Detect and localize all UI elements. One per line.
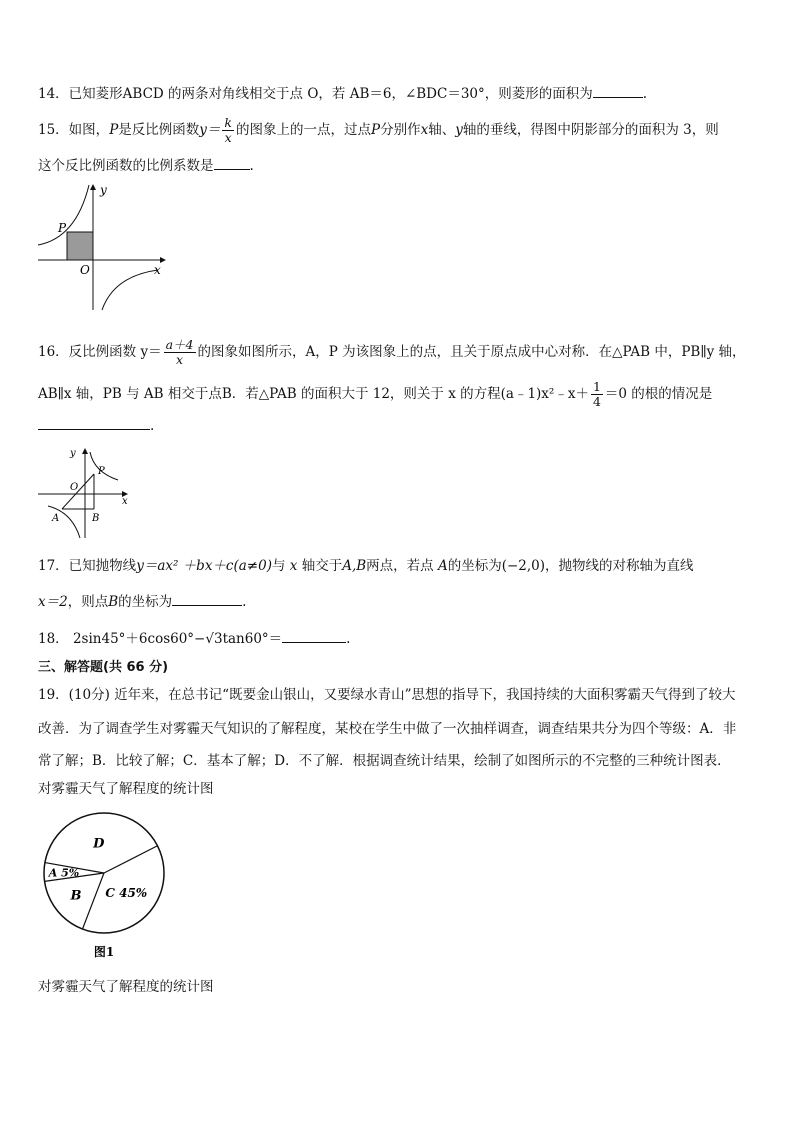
svg-text:y: y — [100, 183, 107, 197]
svg-text:A: A — [52, 513, 60, 524]
question-15-line2: 这个反比例函数的比例系数是 . — [38, 155, 758, 176]
svg-text:P: P — [58, 221, 67, 235]
svg-text:x: x — [122, 496, 128, 507]
svg-text:O: O — [70, 482, 79, 493]
q18-answer-blank — [282, 628, 346, 643]
pie-label-a: A 5% — [48, 866, 80, 880]
q15-answer-blank — [214, 155, 250, 170]
svg-text:y: y — [70, 448, 76, 459]
q17-answer-blank — [172, 591, 242, 606]
figure-caption-1: 对雾霾天气了解程度的统计图 — [38, 781, 214, 797]
question-15-line1: 15．如图，P是反比例函数y＝ $\frac{k}{x}$ 的图象上的一点，过点P分别作x轴、y轴的垂线，得图中阴影部分的面积为 3，则 — [38, 115, 719, 145]
svg-text:P: P — [98, 466, 105, 477]
pie-slice-boundary-1 — [82, 873, 104, 929]
pie-chart-title: 图1 — [93, 945, 115, 959]
q15-figure — [36, 182, 168, 312]
q16-figure — [36, 446, 132, 540]
svg-text:O: O — [80, 263, 90, 277]
pie-label-c: C 45% — [105, 886, 148, 901]
question-16-line2: AB∥x 轴，PB 与 AB 相交于点B．若△PAB 的面积大于 12，则关于 x 的方程(a﹣1)x²﹣x＋ $\frac{1}{4}$ ＝0 的根的情况是 — [38, 379, 713, 409]
pie-slice-boundary-0 — [104, 846, 157, 873]
section-3-title: 三、解答题(共 66 分) — [38, 660, 169, 675]
figure-caption-2: 对雾霾天气了解程度的统计图 — [38, 979, 214, 995]
q14-text: 14．已知菱形ABCD 的两条对角线相交于点 O，若 AB＝6，∠BDC＝30°，则菱形的面积为 — [38, 86, 593, 102]
pie-chart — [38, 806, 168, 966]
pie-label-b: B — [70, 888, 82, 904]
q14-answer-blank — [593, 83, 643, 98]
question-19-line1: 19．(10分) 近年来，在总书记“既要金山银山，又要绿水青山”思想的指导下，我国持续的大面积雾霸天气得到了较大 — [38, 687, 736, 703]
question-17-line1: 17．已知抛物线y＝ax² ＋bx＋c(a≠0)与 x 轴交于A,B两点，若点 A的坐标为(−2,0)，抛物线的对称轴为直线 — [38, 558, 694, 574]
question-16-line3: . — [38, 415, 758, 436]
svg-text:x: x — [154, 263, 161, 277]
question-17-line2: x＝2，则点B的坐标为 . — [38, 591, 758, 612]
question-16-line1: 16．反比例函数 y＝ $\frac{a+4}{x}$ 的图象如图所示，A，P 为该图象上的点，且关于原点成中心对称．在△PAB 中，PB∥y 轴， — [38, 337, 746, 367]
question-19-line3: 常了解；B．比较了解；C．基本了解；D．不了解．根据调查统计结果，绘制了如图所示的不完整的三种统计图表． — [38, 753, 731, 769]
question-19-line2: 改善．为了调查学生对雾霾天气知识的了解程度，某校在学生中做了一次抽样调查，调查结果共分为四个等级：A．非 — [38, 721, 737, 737]
svg-text:B: B — [92, 513, 100, 524]
pie-label-d: D — [93, 836, 105, 852]
question-14: 14．已知菱形ABCD 的两条对角线相交于点 O，若 AB＝6，∠BDC＝30°，则菱形的面积为 . — [38, 83, 758, 104]
question-18: 18． 2sin45°＋6cos60°−√3tan60°＝ . — [38, 628, 758, 649]
q16-answer-blank — [38, 415, 150, 430]
